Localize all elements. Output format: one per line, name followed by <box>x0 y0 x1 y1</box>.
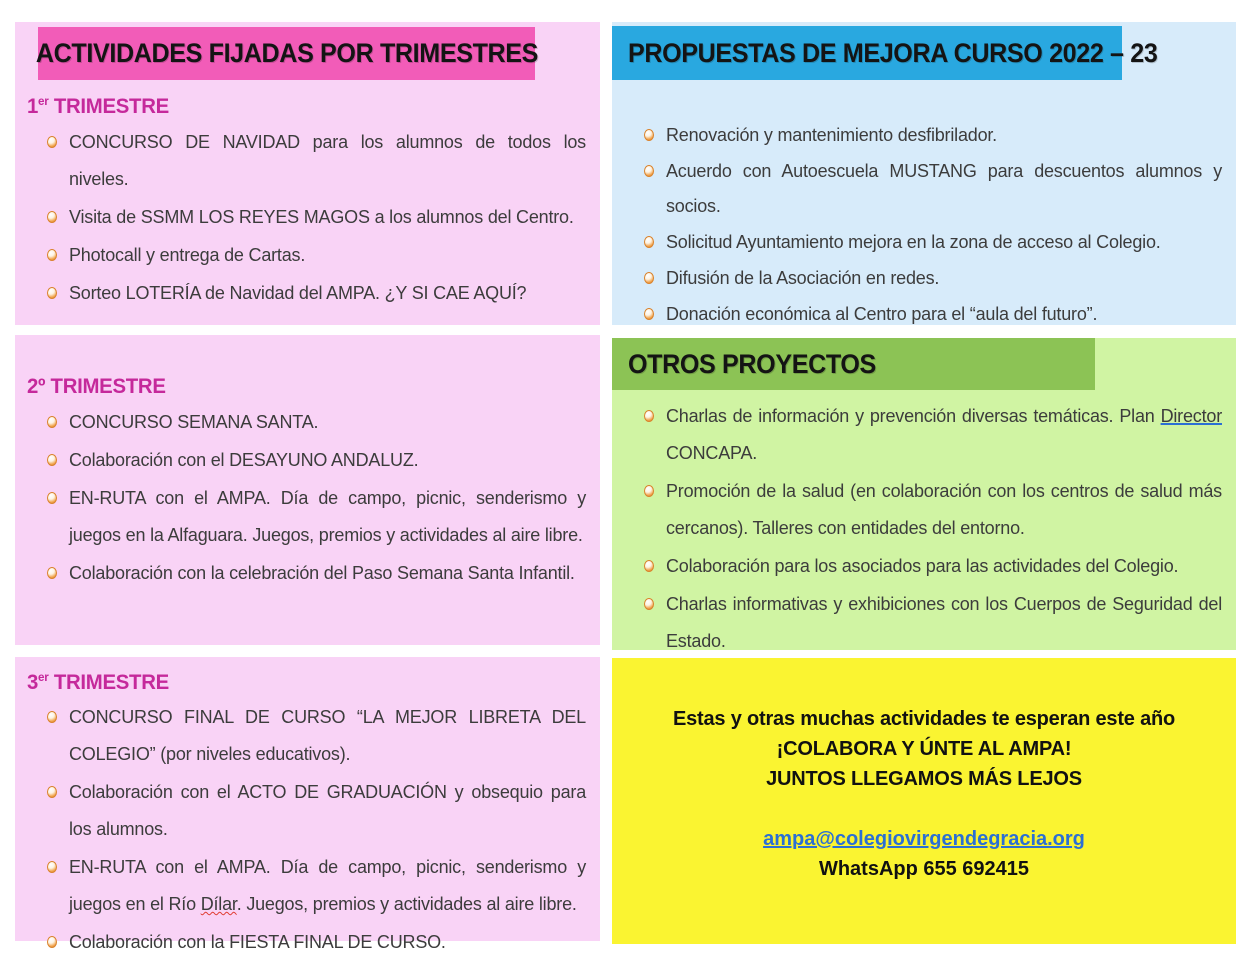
list-item <box>612 473 1236 547</box>
text-segment: CONCURSO FINAL DE CURSO “LA MEJOR LIBRETA DEL COLEGIO” (por niveles educativos). <box>69 707 586 764</box>
text-segment: Colaboración para los asociados para las actividades del Colegio. <box>666 556 1179 576</box>
text-segment: EN-RUTA con el AMPA. Día de campo, picnic, senderismo y juegos en el Río <box>69 857 586 914</box>
activities-title-banner <box>35 27 538 80</box>
list-item <box>15 275 600 312</box>
list-item <box>15 404 600 441</box>
list-item <box>15 442 600 479</box>
third-trimester-list <box>15 699 600 961</box>
list-item-text <box>69 699 600 773</box>
list-item-text <box>666 473 1236 547</box>
improvement-title: PROPUESTAS DE MEJORA CURSO 2022 – 23 <box>628 37 1158 68</box>
text-segment: Renovación y mantenimiento desfibrilador. <box>666 125 997 145</box>
first-trimester-list <box>15 124 600 312</box>
bullet-icon <box>644 236 654 248</box>
text-segment: Visita de SSMM LOS REYES MAGOS a los alumnos del Centro. <box>69 207 574 227</box>
panel-contact <box>612 658 1236 944</box>
list-item <box>15 199 600 236</box>
heading-third-trimester <box>27 670 583 695</box>
list-item-text <box>666 297 1236 332</box>
bullet-icon <box>47 211 57 223</box>
list-item <box>15 774 600 848</box>
bullet-icon <box>644 560 654 572</box>
list-item-text <box>69 275 600 312</box>
text-segment: . Juegos, premios y actividades al aire libre. <box>236 894 577 914</box>
bullet-icon <box>47 416 57 428</box>
contact-block <box>612 658 1236 884</box>
whatsapp-number: WhatsApp 655 692415 <box>818 858 1030 880</box>
text-segment: er <box>38 670 49 684</box>
bullet-icon <box>47 454 57 466</box>
contact-slogan-3: JUNTOS LLEGAMOS MÁS LEJOS <box>766 768 1082 790</box>
spacer <box>612 794 1236 824</box>
list-item-text <box>666 118 1236 153</box>
list-item <box>15 849 600 923</box>
improvement-list <box>612 118 1236 332</box>
list-item <box>612 398 1236 472</box>
bullet-icon <box>47 287 57 299</box>
list-item-text <box>69 404 600 441</box>
list-item-text <box>666 548 1236 585</box>
bullet-icon <box>47 249 57 261</box>
bullet-icon <box>47 492 57 504</box>
list-item-text <box>69 924 600 961</box>
activities-title: ACTIVIDADES FIJADAS POR TRIMESTRES <box>35 38 538 68</box>
second-trimester-list <box>15 404 600 592</box>
text-segment: CONCURSO DE NAVIDAD para los alumnos de todos los niveles. <box>69 132 586 189</box>
contact-slogan-2: ¡COLABORA Y ÚNTE AL AMPA! <box>776 738 1072 760</box>
list-item <box>612 154 1236 224</box>
list-item-text <box>69 237 600 274</box>
list-item-text <box>666 225 1236 260</box>
text-segment: CONCAPA. <box>666 443 758 463</box>
text-segment: TRIMESTRE <box>48 671 169 694</box>
other-projects-list <box>612 398 1236 660</box>
spellcheck-word: Dílar <box>200 894 237 914</box>
bullet-icon <box>47 711 57 723</box>
text-segment: CONCURSO SEMANA SANTA. <box>69 412 319 432</box>
panel-improvement-proposals <box>612 22 1236 325</box>
text-segment: Difusión de la Asociación en redes. <box>666 268 940 288</box>
list-item-text <box>69 124 600 198</box>
list-item-text <box>69 480 600 554</box>
list-item <box>612 548 1236 585</box>
bullet-icon <box>644 485 654 497</box>
text-segment: er <box>38 94 49 108</box>
list-item-text <box>666 154 1236 224</box>
text-segment: Colaboración con el ACTO DE GRADUACIÓN y obsequio para los alumnos. <box>69 782 586 839</box>
text-segment: Solicitud Ayuntamiento mejora en la zona de acceso al Colegio. <box>666 232 1161 252</box>
list-item-text <box>69 442 600 479</box>
text-segment: Donación económica al Centro para el “aula del futuro”. <box>666 304 1098 324</box>
bullet-icon <box>644 598 654 610</box>
list-item-text <box>666 398 1236 472</box>
list-item <box>15 124 600 198</box>
text-segment: Charlas informativas y exhibiciones con los Cuerpos de Seguridad del Estado. <box>666 594 1222 651</box>
list-item-text <box>69 555 600 592</box>
text-segment: Charlas de información y prevención diversas temáticas. Plan <box>666 406 1161 426</box>
list-item-text <box>69 199 600 236</box>
director-link[interactable]: Director <box>1160 406 1222 426</box>
list-item <box>612 225 1236 260</box>
bullet-icon <box>644 165 654 177</box>
text-segment: Sorteo LOTERÍA de Navidad del AMPA. ¿Y SI CAE AQUÍ? <box>69 283 527 303</box>
list-item <box>15 699 600 773</box>
list-item-text <box>69 774 600 848</box>
bullet-icon <box>644 410 654 422</box>
text-segment: Colaboración con la celebración del Paso Semana Santa Infantil. <box>69 563 575 583</box>
text-segment: Acuerdo con Autoescuela MUSTANG para descuentos alumnos y socios. <box>666 161 1222 216</box>
other-projects-title-banner <box>612 338 1095 390</box>
list-item <box>15 237 600 274</box>
list-item <box>15 555 600 592</box>
list-item-text <box>69 849 600 923</box>
text-segment: Photocall y entrega de Cartas. <box>69 245 306 265</box>
list-item-text <box>666 261 1236 296</box>
bullet-icon <box>644 308 654 320</box>
list-item <box>15 924 600 961</box>
bullet-icon <box>47 861 57 873</box>
panel-second-trimester <box>15 335 600 645</box>
bullet-icon <box>47 567 57 579</box>
list-item <box>612 586 1236 660</box>
list-item-text <box>666 586 1236 660</box>
list-item <box>15 480 600 554</box>
panel-first-trimester <box>15 22 600 325</box>
heading-second-trimester <box>27 375 583 399</box>
text-segment: 3 <box>27 671 39 694</box>
improvement-title-banner <box>612 26 1158 80</box>
other-projects-title: OTROS PROYECTOS <box>628 348 876 379</box>
bullet-icon <box>47 936 57 948</box>
heading-first-trimester <box>27 94 583 119</box>
panel-other-projects <box>612 338 1236 650</box>
text-segment: Colaboración con el DESAYUNO ANDALUZ. <box>69 450 419 470</box>
bullet-icon <box>644 129 654 141</box>
contact-slogan-1: Estas y otras muchas actividades te esperan este año <box>672 708 1176 730</box>
list-item <box>612 118 1236 153</box>
text-segment: 1 <box>27 95 39 118</box>
text-segment: Promoción de la salud (en colaboración con los centros de salud más cercanos). Talleres con entidades del entorno. <box>666 481 1222 538</box>
text-segment: Colaboración con la FIESTA FINAL DE CURSO. <box>69 932 446 952</box>
list-item <box>612 297 1236 332</box>
bullet-icon <box>47 786 57 798</box>
bullet-icon <box>644 272 654 284</box>
bullet-icon <box>47 136 57 148</box>
text-segment: 2º TRIMESTRE <box>27 375 166 398</box>
text-segment: EN-RUTA con el AMPA. Día de campo, picnic, senderismo y juegos en la Alfaguara. Juegos, premios y actividades al aire libre. <box>69 488 586 545</box>
list-item <box>612 261 1236 296</box>
text-segment: TRIMESTRE <box>48 95 169 118</box>
panel-third-trimester <box>15 657 600 952</box>
email-link[interactable]: ampa@colegiovirgendegracia.org <box>763 828 1085 850</box>
